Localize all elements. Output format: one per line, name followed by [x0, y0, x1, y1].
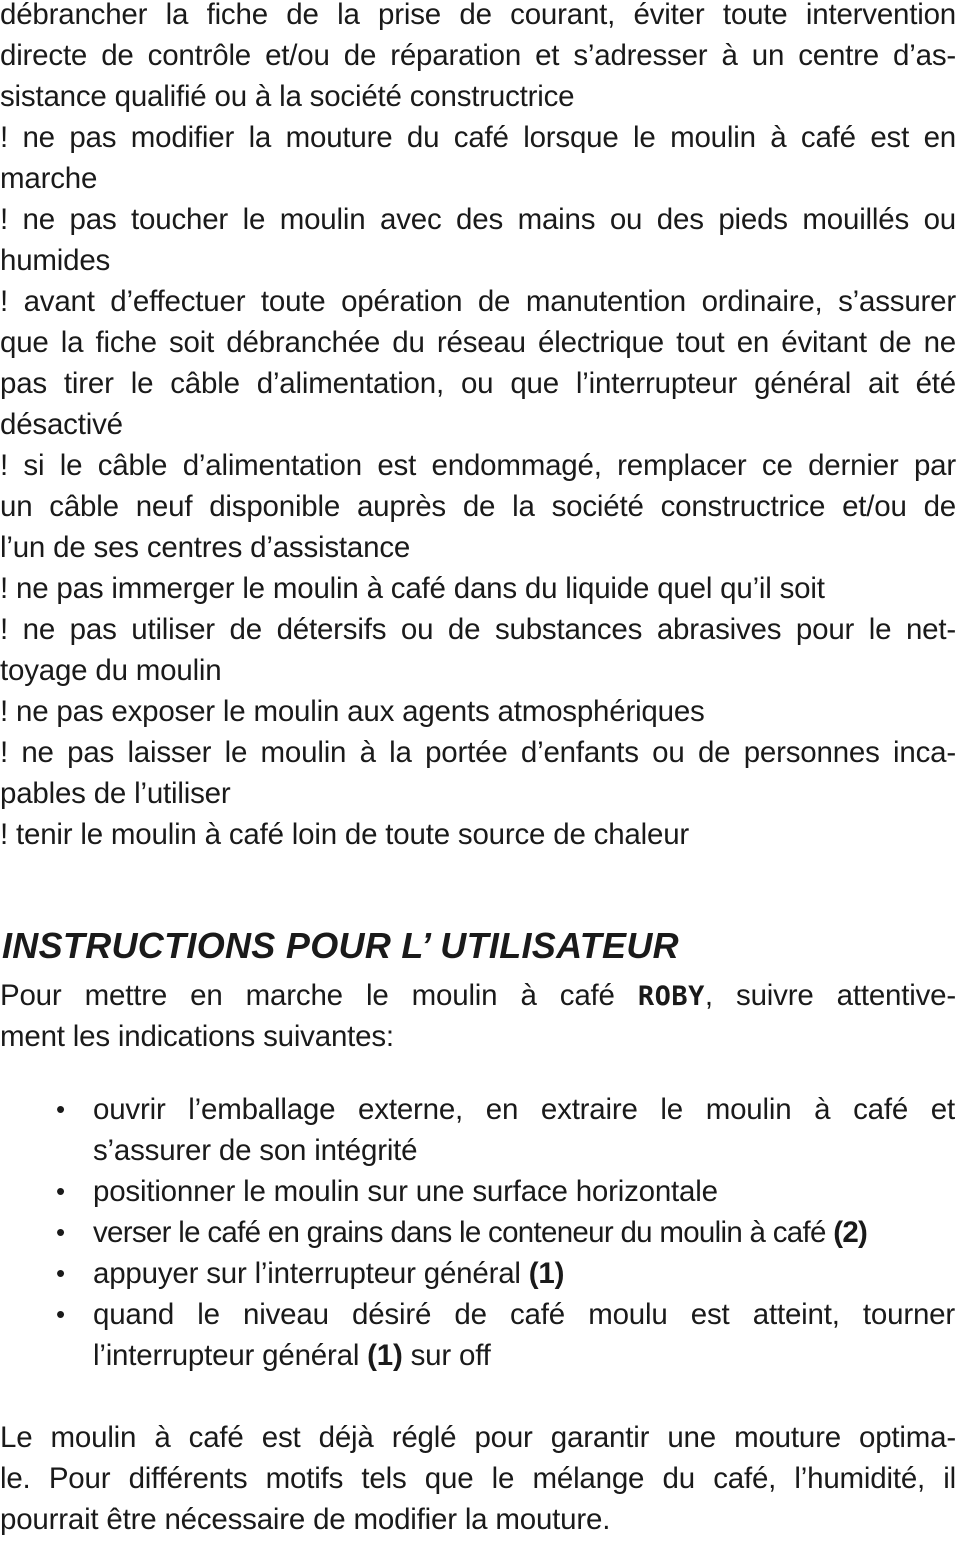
text-line: marche: [0, 162, 98, 195]
intro-line: Pour mettre en marche le moulin à café ROBY, suivre attentive-: [0, 979, 956, 1012]
text-line: pourrait être nécessaire de modifier la mouture.: [0, 1503, 611, 1536]
bullet-icon: •: [56, 1176, 66, 1206]
text-line: pas tirer le câble d’alimentation, ou que l’interrupteur général ait été: [0, 367, 956, 400]
text-line: toyage du moulin: [0, 654, 222, 687]
list-item: positionner le moulin sur une surface horizontale: [93, 1175, 718, 1208]
brand-name: ROBY: [637, 981, 705, 1012]
text-line: l’un de ses centres d’assistance: [0, 531, 411, 564]
component-ref: (1): [528, 1257, 565, 1290]
text-line: directe de contrôle et/ou de réparation et s’adresser à un centre d’as-: [0, 39, 956, 72]
list-item: ouvrir l’emballage externe, en extraire le moulin à café et: [93, 1093, 955, 1126]
bullet-icon: •: [56, 1217, 66, 1247]
list-item: verser le café en grains dans le conteneur du moulin à café (2): [93, 1216, 868, 1249]
text-line: désactivé: [0, 408, 123, 441]
text-line: débrancher la fiche de la prise de courant, éviter toute intervention: [0, 0, 956, 31]
text-line: pables de l’utiliser: [0, 777, 231, 810]
text-line: ! ne pas laisser le moulin à la portée d’enfants ou de personnes inca-: [0, 736, 956, 769]
text-line: ! ne pas utiliser de détersifs ou de substances abrasives pour le net-: [0, 613, 956, 646]
list-item-continuation: l’interrupteur général (1) sur off: [93, 1339, 491, 1372]
text-line: sistance qualifié ou à la société constructrice: [0, 80, 575, 113]
text-line: ! si le câble d’alimentation est endommagé, remplacer ce dernier par: [0, 449, 956, 482]
component-ref: (1): [367, 1339, 403, 1372]
text-line: ! avant d’effectuer toute opération de manutention ordinaire, s’assurer: [0, 285, 956, 318]
text-line: que la fiche soit débranchée du réseau électrique tout en évitant de ne: [0, 326, 956, 359]
bullet-icon: •: [56, 1258, 66, 1288]
text-line: humides: [0, 244, 111, 277]
list-item-continuation: s’assurer de son intégrité: [93, 1134, 418, 1167]
text-line: ! ne pas toucher le moulin avec des mains ou des pieds mouillés ou: [0, 203, 956, 236]
text-line: ! ne pas modifier la mouture du café lorsque le moulin à café est en: [0, 121, 956, 154]
text-line: un câble neuf disponible auprès de la société constructrice et/ou de: [0, 490, 956, 523]
list-item: appuyer sur l’interrupteur général (1): [93, 1257, 565, 1290]
bullet-icon: •: [56, 1299, 66, 1329]
bullet-icon: •: [56, 1094, 66, 1124]
text-line: ! ne pas exposer le moulin aux agents atmosphériques: [0, 695, 705, 728]
text-line: ! ne pas immerger le moulin à café dans du liquide quel qu’il soit: [0, 572, 825, 605]
section-heading: INSTRUCTIONS POUR L’ UTILISATEUR: [2, 925, 679, 966]
list-item: quand le niveau désiré de café moulu est atteint, tourner: [93, 1298, 955, 1331]
intro-line: ment les indications suivantes:: [0, 1020, 394, 1053]
text-line: Le moulin à café est déjà réglé pour garantir une mouture optima-: [0, 1421, 956, 1454]
component-ref: (2): [833, 1216, 868, 1249]
text-line: le. Pour différents motifs tels que le mélange du café, l’humidité, il: [0, 1462, 956, 1495]
text-line: ! tenir le moulin à café loin de toute source de chaleur: [0, 818, 690, 851]
